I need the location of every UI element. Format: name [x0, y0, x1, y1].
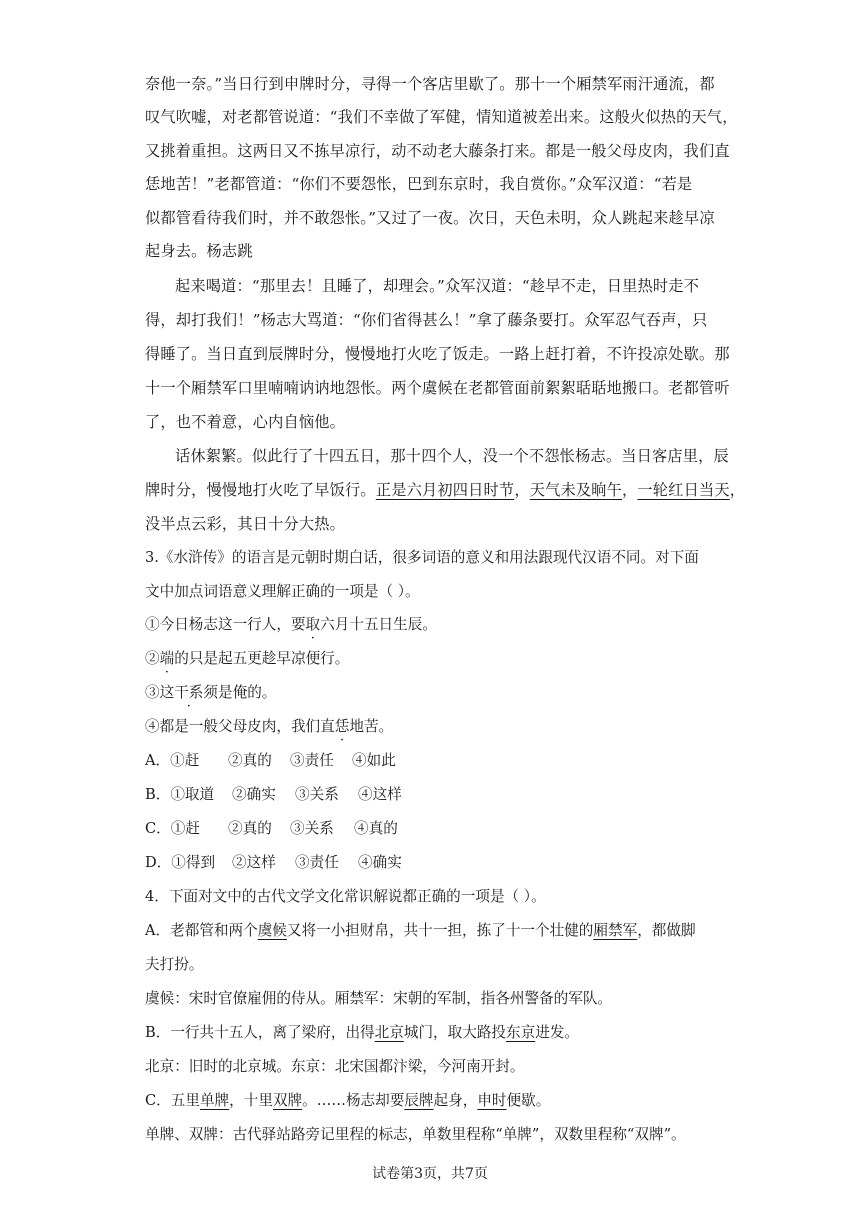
option-part: ②这样	[232, 854, 276, 871]
option-text: B．一行共十五人，离了梁府，出得	[145, 1024, 375, 1041]
item-text: ②	[145, 650, 160, 667]
option-text: C．五里	[145, 1092, 200, 1109]
option-part: ④确实	[358, 854, 402, 871]
option-a[interactable]	[145, 751, 396, 771]
passage-line: 叹气吹嘘，对老都管说道：“我们不幸做了军健，情知道被差出来。这般火似热的天气，	[145, 108, 738, 126]
q4-option-a-cont: 夫打扮。	[145, 956, 204, 973]
option-text: 起身，	[433, 1092, 478, 1109]
option-text: 。……杨志却要	[302, 1092, 405, 1109]
passage-line: 似都管看待我们时，并不敢怨怅。”又过了一夜。次日，天色未明，众人跳起来趁早凉	[145, 209, 715, 227]
passage-line: 没半点云彩，其日十分大热。	[145, 515, 346, 533]
option-text: 城门，取大路投	[403, 1024, 507, 1041]
option-part: ③责任	[295, 854, 339, 871]
option-text: ，十里	[229, 1092, 273, 1109]
dotted-word: 干系	[174, 684, 204, 701]
option-part: ④真的	[354, 820, 398, 837]
q3-item	[145, 615, 437, 635]
option-part: ③责任	[290, 752, 334, 769]
q4-option-b[interactable]	[145, 1023, 579, 1043]
option-part: ②真的	[228, 752, 272, 769]
q4-note-a: 虞候：宋时官僚雇佣的侍从。厢禁军：宋朝的军制，指各州警备的军队。	[145, 990, 613, 1007]
passage-line: 又挑着重担。这两日又不拣早凉行，动不动老大藤条打来。都是一般父母皮肉，我们直	[145, 142, 730, 160]
option-d[interactable]	[145, 853, 402, 873]
option-part: B．①取道	[145, 786, 215, 803]
q4-option-c[interactable]	[145, 1091, 550, 1111]
page-footer: 试卷第3页，共7页	[372, 1166, 488, 1182]
option-c[interactable]	[145, 819, 398, 839]
underlined-term: 东京	[506, 1024, 536, 1041]
underlined-term: 厢禁军	[593, 922, 638, 939]
passage-line: 得，却打我们！”杨志大骂道：“你们省得甚么！”拿了藤条要打。众军忍气吞声，只	[145, 311, 708, 329]
underlined-phrase: 一轮红日当天	[637, 481, 730, 499]
option-text: 便歇。	[506, 1092, 551, 1109]
option-part: ④这样	[358, 786, 402, 803]
dotted-word: 取	[305, 616, 321, 633]
passage-text: ，	[514, 481, 530, 499]
q3-item	[145, 717, 393, 737]
passage-line	[145, 480, 745, 500]
option-text: 进发。	[535, 1024, 580, 1041]
item-text: 六月十五日生辰。	[320, 616, 437, 633]
option-part: ②真的	[228, 820, 272, 837]
q4-note-b: 北京：旧时的北京城。东京：北宋国都汴梁，今河南开封。	[145, 1058, 525, 1075]
option-text: 又将一小担财帛，共十一担，拣了十一个壮健的	[286, 922, 594, 939]
underlined-phrase: 正是六月初四日时节	[375, 481, 515, 499]
option-part: ②确实	[232, 786, 276, 803]
option-text: A．老都管和两个	[145, 922, 258, 939]
passage-line: 恁地苦！”老都管道：“你们不要怨怅，巴到东京时，我自赏你。”众军汉道：“若是	[145, 175, 693, 193]
item-text: ④都是一般父母皮肉，我们直	[145, 718, 335, 735]
question-3-stem: 3.《水浒传》的语言是元朝时期白话，很多词语的意义和用法跟现代汉语不同。对下面	[145, 549, 699, 566]
option-part: ③关系	[295, 786, 339, 803]
option-b[interactable]	[145, 785, 402, 805]
option-part: A．①赶	[145, 752, 200, 769]
item-text: ①今日杨志这一行人，要	[145, 616, 306, 633]
option-part: ③关系	[290, 820, 334, 837]
option-part: C．①赶	[145, 820, 200, 837]
passage-text: ，	[622, 481, 638, 499]
underlined-term: 虞候	[257, 922, 287, 939]
dotted-word: 恁	[334, 718, 350, 735]
question-3-stem: 文中加点词语意义理解正确的一项是（ ）。	[145, 583, 420, 600]
underlined-term: 辰牌	[404, 1092, 434, 1109]
passage-line: 得睡了。当日直到辰牌时分，慢慢地打火吃了饭走。一路上赶打着，不许投凉处歇。那	[145, 345, 730, 363]
underlined-phrase: 天气未及晌午	[529, 481, 623, 499]
passage-line: 起来喝道：“那里去！且睡了，却理会。”众军汉道：“趁早不走，日里热时走不	[175, 277, 700, 295]
q3-item	[145, 649, 349, 669]
passage-text: ，	[729, 481, 746, 499]
q4-option-a[interactable]	[145, 921, 696, 941]
underlined-term: 双牌	[272, 1092, 303, 1109]
option-part: ④如此	[352, 752, 396, 769]
item-text: 须是俺的。	[203, 684, 277, 701]
dotted-word: 端	[159, 650, 175, 667]
underlined-term: 北京	[374, 1024, 404, 1041]
passage-line: 了，也不着意，心内自恼他。	[145, 413, 346, 431]
underlined-term: 单牌	[199, 1092, 230, 1109]
option-part: D．①得到	[145, 854, 216, 871]
item-text: 的只是起五更趁早凉便行。	[174, 650, 350, 667]
option-text: ，都做脚	[637, 922, 696, 939]
item-text: ③这	[145, 684, 175, 701]
underlined-term: 申时	[477, 1092, 507, 1109]
q4-note-c: 单牌、双牌：古代驿站路旁记里程的标志，单数里程称“单牌”，双数里程称“双牌”。	[145, 1126, 686, 1143]
item-text: 地苦。	[349, 718, 394, 735]
passage-line: 起身去。杨志跳	[145, 242, 253, 260]
passage-line: 话休絮繁。似此行了十四五日，那十四个人，没一个不怨怅杨志。当日客店里，辰	[175, 447, 729, 465]
passage-line: 十一个厢禁军口里喃喃讷讷地怨怅。两个虞候在老都管面前絮絮聒聒地搬口。老都管听	[145, 379, 730, 397]
passage-line: 奈他一奈。”当日行到申牌时分，寻得一个客店里歇了。那十一个厢禁军雨汗通流，都	[145, 75, 715, 93]
question-4-stem: 4．下面对文中的古代文学文化常识解说都正确的一项是（ ）。	[145, 888, 546, 905]
q3-item	[145, 683, 276, 703]
passage-text: 牌时分，慢慢地打火吃了早饭行。	[145, 481, 376, 499]
